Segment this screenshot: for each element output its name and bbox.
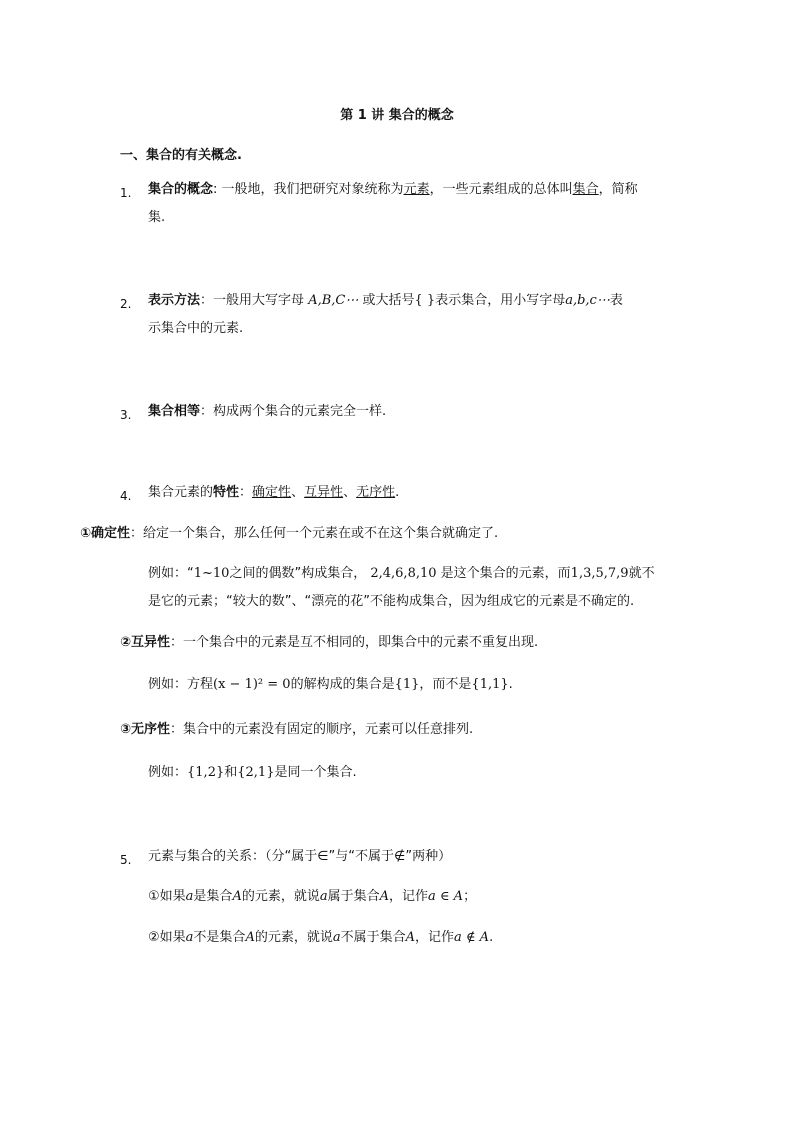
item-5-number: 5.: [120, 853, 132, 867]
item-1-label: 集合的概念: [148, 182, 214, 197]
equation: (x − 1)² = 0: [213, 677, 291, 692]
item-2-line-2: 示集合中的元素.: [148, 321, 244, 336]
distinctness-definition: ②互异性：一个集合中的元素是互不相同的，即集合中的元素不重复出现.: [120, 635, 539, 650]
item-3-number: 3.: [120, 408, 132, 422]
item-3-line: 集合相等：构成两个集合的元素完全一样.: [148, 404, 387, 419]
item-2-label: 表示方法: [148, 293, 201, 308]
item-4-label: 特性: [213, 485, 240, 500]
math-uppercase-letters: A,B,C⋯: [308, 293, 359, 308]
math-lowercase-letters: a,b,c⋯: [565, 293, 610, 308]
item-2-line-1: 表示方法：一般用大写字母 A,B,C⋯ 或大括号{ }表示集合，用小写字母a,b,c⋯表: [148, 293, 623, 308]
membership-rule: ①如果a是集合A的元素，就说a属于集合A，记作a ∈ A；: [148, 889, 477, 904]
unordered-label: ③无序性: [120, 722, 171, 737]
distinctness-example: 例如：方程(x − 1)² = 0的解构成的集合是{1}，而不是{1,1}.: [148, 677, 513, 692]
item-5-line: 元素与集合的关系：（分“属于∈”与“不属于∉”两种）: [148, 849, 452, 864]
item-4-line: 集合元素的特性：确定性、互异性、无序性.: [148, 485, 400, 500]
certainty-label: ①确定性: [80, 526, 131, 541]
property-unordered: 无序性: [356, 485, 396, 500]
item-1-number: 1.: [120, 186, 132, 200]
property-certainty: 确定性: [252, 485, 292, 500]
certainty-example-line-2: 是它的元素；“较大的数”、“漂亮的花”不能构成集合，因为组成它的元素是不确定的.: [148, 594, 635, 609]
item-4-number: 4.: [120, 489, 132, 503]
certainty-example-line-1: 例如：“1~10之间的偶数”构成集合， 2,4,6,8,10 是这个集合的元素，而1,3,5,7,9就不: [148, 566, 655, 581]
math-braces: { }: [414, 293, 436, 308]
item-1-line-2: 集.: [148, 210, 166, 225]
distinctness-label: ②互异性: [120, 635, 171, 650]
item-2-number: 2.: [120, 297, 132, 311]
section-heading: 一、集合的有关概念.: [120, 148, 242, 163]
item-3-label: 集合相等: [148, 404, 201, 419]
unordered-example: 例如：{1,2}和{2,1}是同一个集合.: [148, 765, 357, 780]
certainty-definition: ①确定性：给定一个集合，那么任何一个元素在或不在这个集合就确定了.: [80, 526, 499, 541]
item-1-line-1: 集合的概念: 一般地，我们把研究对象统称为元素，一些元素组成的总体叫集合，简称: [148, 182, 638, 197]
property-distinctness: 互异性: [304, 485, 344, 500]
term-element: 元素: [403, 182, 430, 197]
non-membership-rule: ②如果a不是集合A的元素，就说a不属于集合A，记作a ∉ A.: [148, 930, 494, 945]
unordered-definition: ③无序性：集合中的元素没有固定的顺序，元素可以任意排列.: [120, 722, 474, 737]
term-set: 集合: [572, 182, 599, 197]
page-title: 第 1 讲 集合的概念: [340, 108, 454, 123]
